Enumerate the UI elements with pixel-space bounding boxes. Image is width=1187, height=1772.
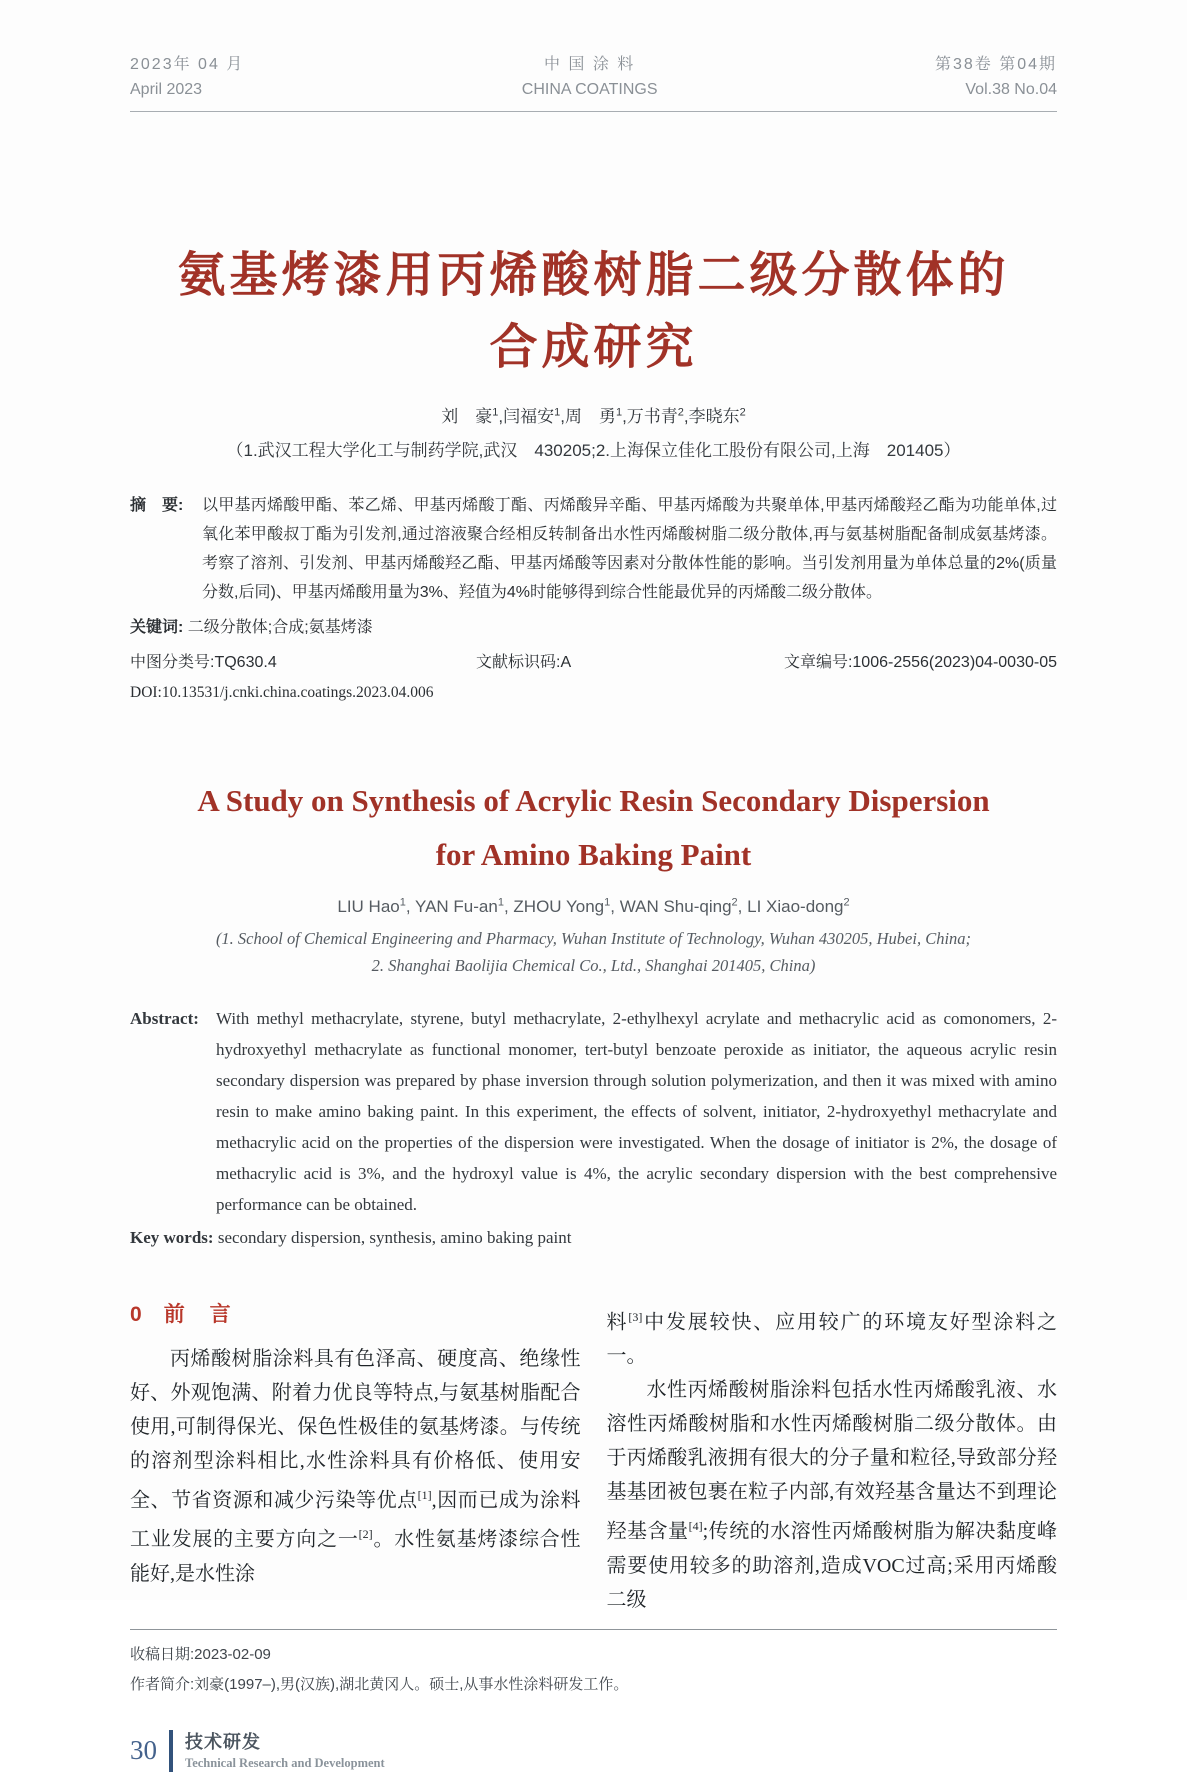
author-separator: , [737, 896, 748, 916]
article-id [784, 650, 1057, 676]
author-affil-sup: 1 [604, 896, 611, 908]
citation-ref-4: [4] [688, 1519, 703, 1534]
section-number: 0 [130, 1302, 142, 1326]
author-name: 周 勇 [564, 407, 616, 426]
intro-paragraph-1 [130, 1342, 581, 1591]
page-footer [130, 1730, 1057, 1772]
header-date-en: April 2023 [130, 81, 203, 98]
text-segment: ,因而已成为涂料工业发展的主要方向之一 [130, 1489, 581, 1551]
author-affil-sup: 1 [399, 896, 406, 908]
author-separator: , [610, 896, 620, 916]
header-issue [935, 52, 1057, 102]
author-affil-sup: 1 [554, 406, 561, 419]
abstract-zh-text: 以甲基丙烯酸甲酯、苯乙烯、甲基丙烯酸丁酯、丙烯酸异辛酯、甲基丙烯酸为共聚单体,甲基丙烯酸羟乙酯为功能单体,过氧化苯甲酸叔丁酯为引发剂,通过溶液聚合经相反转制备出水性丙烯酸树脂二级分散体,再与氨基树脂配备制成氨基烤漆。考察了溶剂、引发剂、甲基丙烯酸羟乙酯、甲基丙烯酸等因素对分散体性能的影响。当引发剂用量为单体总量的2%(质量分数,后同)、甲基丙烯酸用量为3%、羟值为4%时能够得到综合性能最优异的丙烯酸二级分散体。 [202, 497, 1057, 601]
doi: DOI:10.13531/j.cnki.china.coatings.2023.04.006 [130, 684, 434, 701]
author-bio-value: 刘豪(1997–),男(汉族),湖北黄冈人。硕士,从事水性涂料研发工作。 [194, 1675, 629, 1693]
clc-label: 中图分类号: [130, 654, 215, 671]
author-bio-line [130, 1670, 1057, 1700]
author-separator: , [405, 896, 415, 916]
author-affil-sup: 1 [497, 896, 504, 908]
affiliation-zh: （1.武汉工程大学化工与制药学院,武汉 430205;2.上海保立佳化工股份有限公司,上海 201405） [226, 441, 961, 460]
header-issue-zh: 第38卷 第04期 [934, 56, 1057, 73]
author [747, 897, 850, 916]
author-name: ZHOU Yong [513, 896, 605, 916]
author-separator: , [683, 407, 689, 426]
article-title-en [130, 774, 1057, 882]
received-date-line [130, 1640, 1057, 1670]
abstract-zh [130, 491, 1057, 607]
author [415, 897, 513, 916]
clc-value: TQ630.4 [214, 654, 277, 671]
author [627, 407, 689, 426]
text-segment: ;传统的水溶性丙烯酸树脂为解决黏度峰需要使用较多的助溶剂,造成VOC过高;采用丙烯酸二级 [606, 1520, 1058, 1611]
journal-name-en: CHINA COATINGS [521, 81, 658, 98]
affiliation-en-line1: (1. School of Chemical Engineering and Pharmacy, Wuhan Institute of Technology, Wuhan 430205, Hubei, China; [215, 928, 972, 948]
header-date [130, 52, 244, 102]
author [337, 897, 415, 916]
keywords-en [130, 1228, 1057, 1248]
body-columns [130, 1300, 1057, 1617]
article-title-zh-line2: 合成研究 [489, 321, 698, 374]
document-code [476, 650, 571, 676]
author [620, 897, 747, 916]
abstract-en-text: With methyl methacrylate, styrene, butyl methacrylate, 2-ethylhexyl acrylate and methacrylic acid as comonomers, 2-hydroxyethyl methacrylate as functional monomer, tert-butyl benzoate peroxide as initiator, the aqueous acrylic resin secondary dispersion was prepared by phase inversion through solution polymerization, and then it was mixed with amino resin to make amino baking paint. In this experiment, the effects of solvent, initiator, 2-hydroxyethyl methacrylate and methacrylic acid on the properties of the dispersion were investigated. When the dosage of initiator is 2%, the dosage of methacrylic acid is 3%, and the hydroxyl value is 4%, the acrylic secondary dispersion with the best comprehensive performance can be obtained. [216, 1008, 1057, 1214]
text-segment: 水性丙烯酸树脂涂料包括水性丙烯酸乳液、水溶性丙烯酸树脂和水性丙烯酸树脂二级分散体。由于丙烯酸乳液拥有很大的分子量和粒径,导致部分羟基基团被包裹在粒子内部,有效羟基含量达不到理论羟基含量 [606, 1379, 1057, 1543]
received-date-label: 收稿日期: [130, 1645, 195, 1663]
author [503, 407, 565, 426]
header-issue-en: Vol.38 No.04 [965, 81, 1057, 98]
journal-name-zh: 中 国 涂 料 [543, 56, 636, 73]
author-affil-sup: 2 [739, 406, 746, 419]
author-affil-sup: 1 [492, 406, 499, 419]
author-name: 李晓东 [688, 407, 740, 426]
author-affil-sup: 2 [677, 406, 684, 419]
author-affil-sup: 2 [843, 896, 850, 908]
keywords-en-label: Key words: [130, 1227, 214, 1247]
footer-divider-bar [169, 1730, 173, 1772]
author [565, 407, 627, 426]
author-affil-sup: 2 [731, 896, 738, 908]
article-title-en-line1: A Study on Synthesis of Acrylic Resin Secondary Dispersion [197, 783, 990, 818]
citation-ref-3: [3] [628, 1309, 643, 1324]
footer-section [185, 1730, 385, 1772]
author-name: 万书青 [626, 407, 678, 426]
text-segment: 。水性氨基烤漆综合性能好,是水性涂 [130, 1528, 581, 1585]
abstract-zh-label: 摘 要: [130, 497, 184, 514]
footer-section-en: Technical Research and Development [185, 1755, 385, 1770]
section-heading-intro [130, 1300, 581, 1330]
author-name: LI Xiao-dong [747, 896, 844, 916]
section-title: 前 言 [163, 1302, 233, 1326]
author [441, 407, 503, 426]
keywords-zh [130, 613, 1057, 642]
citation-ref-2: [2] [358, 1527, 373, 1542]
text-segment: 丙烯酸树脂涂料具有色泽高、硬度高、绝缘性好、外观饱满、附着力优良等特点,与氨基树脂配合使用,可制得保光、保色性极佳的氨基烤漆。与传统的溶剂型涂料相比,水性涂料具有价格低、使用安全、节省资源和减少污染等优点 [130, 1347, 581, 1512]
received-date-value: 2023-02-09 [194, 1645, 271, 1663]
footer-section-zh: 技术研发 [185, 1731, 261, 1752]
keywords-en-text: secondary dispersion, synthesis, amino baking paint [217, 1227, 572, 1247]
footnote [130, 1629, 1057, 1700]
article-title-zh [130, 240, 1057, 384]
authors-en [130, 896, 1057, 917]
author-affil-sup: 1 [615, 406, 623, 419]
author-separator: , [498, 407, 504, 426]
author [513, 897, 619, 916]
document-code-value: A [560, 654, 572, 671]
classification-row [130, 650, 1057, 676]
intro-paragraph-1-continued [607, 1300, 1058, 1374]
article-id-label: 文章编号: [783, 654, 853, 671]
article-title-en-line2: for Amino Baking Paint [435, 837, 752, 872]
article-title-zh-line1: 氨基烤漆用丙烯酸树脂二级分散体的 [177, 249, 1010, 302]
page-header [130, 0, 1057, 112]
text-segment: 中发展较快、应用较广的环境友好型涂料之一。 [606, 1311, 1058, 1368]
header-date-zh: 2023年 04 月 [130, 56, 245, 73]
author-name: LIU Hao [337, 896, 400, 916]
author-separator: , [622, 407, 627, 426]
author-name: 闫福安 [503, 407, 555, 426]
abstract-en-label: Abstract: [130, 1008, 199, 1028]
author-separator: , [503, 896, 514, 916]
intro-paragraph-2 [607, 1373, 1058, 1617]
clc-number [130, 654, 277, 671]
article-id-value: 1006-2556(2023)04-0030-05 [852, 654, 1057, 671]
abstract-en [130, 1003, 1057, 1220]
affiliation-en [130, 925, 1057, 979]
author-bio-label: 作者简介: [130, 1675, 195, 1693]
header-journal-name [522, 52, 658, 102]
left-column [130, 1300, 581, 1617]
text-segment: 料 [606, 1311, 629, 1334]
document-code-label: 文献标识码: [476, 654, 561, 671]
author-name: WAN Shu-qing [619, 896, 732, 916]
keywords-zh-text: 二级分散体;合成;氨基烤漆 [187, 619, 373, 636]
author [689, 407, 746, 426]
affiliation-en-line2: 2. Shanghai Baolijia Chemical Co., Ltd., Shanghai 201405, China) [371, 955, 816, 975]
author-separator: , [560, 407, 565, 426]
authors-zh [130, 402, 1057, 427]
keywords-zh-label: 关键词: [130, 619, 184, 636]
citation-ref-1: [1] [417, 1487, 432, 1502]
author-name: YAN Fu-an [415, 896, 498, 916]
right-column [607, 1300, 1058, 1617]
page-number: 30 [130, 1735, 157, 1766]
author-name: 刘 豪 [441, 407, 493, 426]
